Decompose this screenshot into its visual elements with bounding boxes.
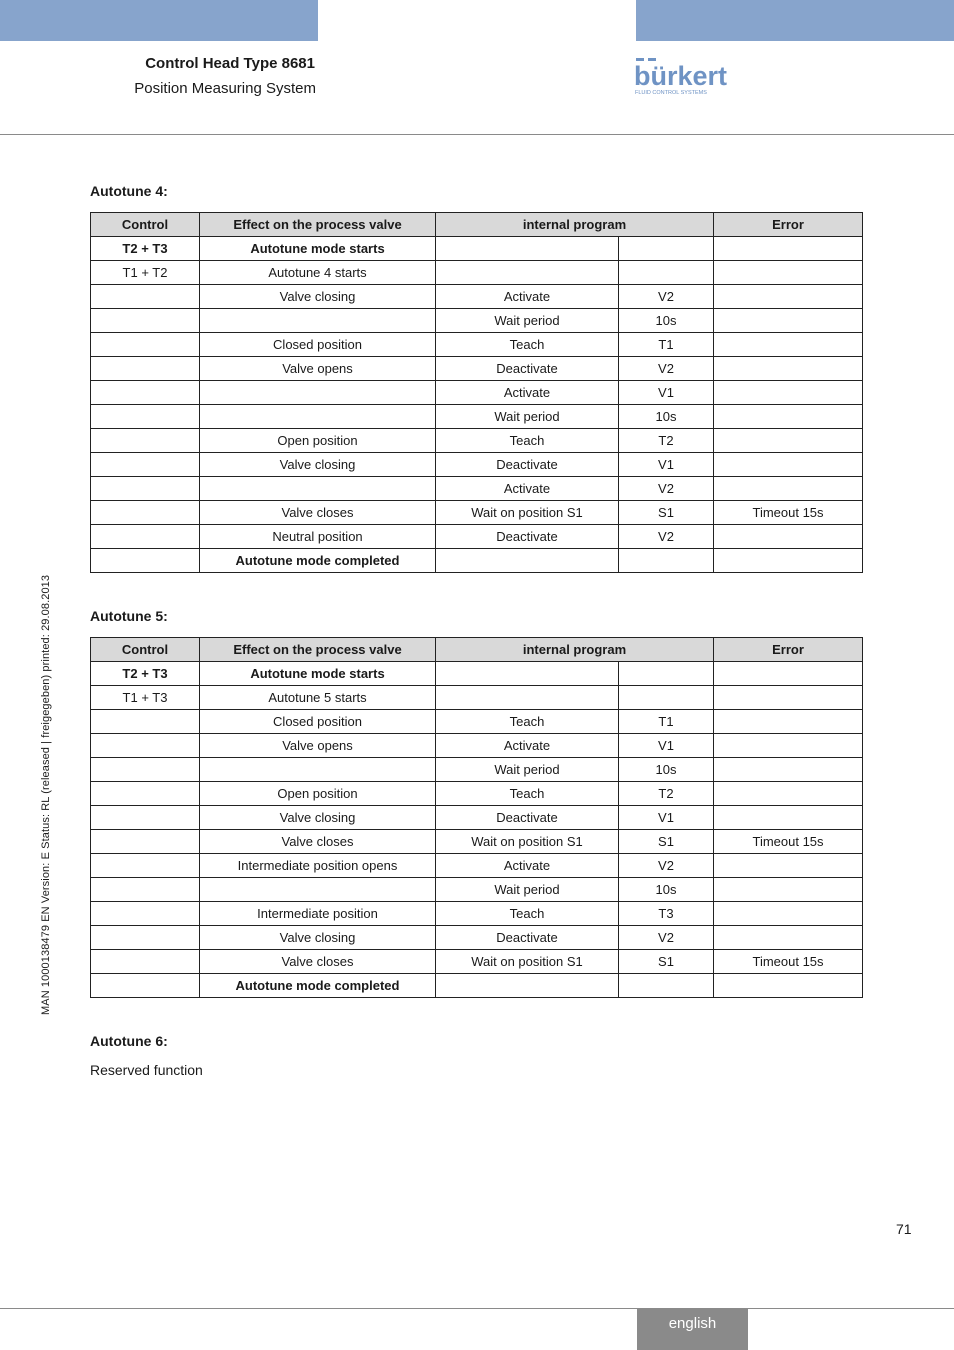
cell-error xyxy=(714,878,863,902)
cell-error xyxy=(714,285,863,309)
table-row xyxy=(91,902,863,926)
cell-control: T1 + T3 xyxy=(91,686,200,710)
cell-effect: Valve closing xyxy=(200,285,436,309)
cell-effect xyxy=(200,309,436,333)
cell-action: Activate xyxy=(436,734,619,758)
cell-error xyxy=(714,405,863,429)
cell-error xyxy=(714,686,863,710)
cell-effect: Autotune 4 starts xyxy=(200,261,436,285)
cell-code: S1 xyxy=(619,830,714,854)
cell-effect: Open position xyxy=(200,782,436,806)
table-row xyxy=(91,477,863,501)
table-row xyxy=(91,357,863,381)
cell-effect: Closed position xyxy=(200,333,436,357)
cell-action: Wait period xyxy=(436,878,619,902)
table-header-row xyxy=(91,638,863,662)
cell-action: Teach xyxy=(436,429,619,453)
cell-code: T2 xyxy=(619,782,714,806)
language-tab: english xyxy=(637,1309,748,1350)
cell-control xyxy=(91,854,200,878)
cell-action xyxy=(436,261,619,285)
table-row xyxy=(91,429,863,453)
cell-action: Deactivate xyxy=(436,453,619,477)
cell-action: Wait period xyxy=(436,309,619,333)
cell-action: Activate xyxy=(436,854,619,878)
cell-code: V1 xyxy=(619,453,714,477)
table-row xyxy=(91,309,863,333)
cell-action xyxy=(436,237,619,261)
column-header: Error xyxy=(714,638,863,662)
cell-control xyxy=(91,902,200,926)
cell-effect: Autotune mode completed xyxy=(200,549,436,573)
document-subtitle: Position Measuring System xyxy=(134,80,316,97)
cell-effect: Autotune mode completed xyxy=(200,974,436,998)
cell-error xyxy=(714,477,863,501)
table-row xyxy=(91,806,863,830)
column-header: internal program xyxy=(436,638,714,662)
table-row xyxy=(91,237,863,261)
cell-action xyxy=(436,549,619,573)
header-bar-left xyxy=(0,0,318,41)
cell-code xyxy=(619,686,714,710)
table-row xyxy=(91,662,863,686)
cell-code: V1 xyxy=(619,806,714,830)
table-row xyxy=(91,782,863,806)
column-header: Control xyxy=(91,638,200,662)
cell-control xyxy=(91,285,200,309)
cell-action: Teach xyxy=(436,902,619,926)
cell-effect xyxy=(200,878,436,902)
table-row xyxy=(91,758,863,782)
cell-control: T1 + T2 xyxy=(91,261,200,285)
cell-action: Wait on position S1 xyxy=(436,950,619,974)
table-row xyxy=(91,974,863,998)
cell-control xyxy=(91,549,200,573)
table-row xyxy=(91,926,863,950)
autotune5-title: Autotune 5: xyxy=(90,608,168,624)
cell-effect: Valve opens xyxy=(200,357,436,381)
cell-code xyxy=(619,974,714,998)
table-row xyxy=(91,878,863,902)
cell-error xyxy=(714,806,863,830)
cell-error xyxy=(714,525,863,549)
cell-effect: Valve opens xyxy=(200,734,436,758)
table-row xyxy=(91,405,863,429)
cell-effect: Valve closing xyxy=(200,806,436,830)
table-row xyxy=(91,950,863,974)
cell-error xyxy=(714,926,863,950)
table-row xyxy=(91,453,863,477)
cell-action: Deactivate xyxy=(436,926,619,950)
document-metadata-sidebar: MAN 1000138479 EN Version: E Status: RL (released | freigegeben) printed: 29.08.2013 xyxy=(40,574,52,1015)
table-row xyxy=(91,501,863,525)
cell-effect: Valve closes xyxy=(200,830,436,854)
table-header-row xyxy=(91,213,863,237)
cell-action: Wait on position S1 xyxy=(436,830,619,854)
cell-effect: Closed position xyxy=(200,710,436,734)
cell-action: Activate xyxy=(436,285,619,309)
header-divider xyxy=(0,134,954,135)
table-row xyxy=(91,333,863,357)
cell-control xyxy=(91,926,200,950)
cell-control xyxy=(91,878,200,902)
cell-code: T2 xyxy=(619,429,714,453)
autotune6-title: Autotune 6: xyxy=(90,1033,168,1049)
cell-effect xyxy=(200,381,436,405)
cell-control xyxy=(91,525,200,549)
cell-action: Deactivate xyxy=(436,806,619,830)
cell-code: V2 xyxy=(619,525,714,549)
cell-control xyxy=(91,734,200,758)
cell-action: Wait period xyxy=(436,405,619,429)
cell-error xyxy=(714,333,863,357)
cell-action: Wait on position S1 xyxy=(436,501,619,525)
cell-effect: Neutral position xyxy=(200,525,436,549)
cell-control xyxy=(91,782,200,806)
logo-wordmark: bürkert xyxy=(634,61,728,91)
column-header: Effect on the process valve xyxy=(200,213,436,237)
cell-action xyxy=(436,974,619,998)
cell-error xyxy=(714,429,863,453)
cell-control xyxy=(91,950,200,974)
cell-code: V1 xyxy=(619,734,714,758)
cell-error xyxy=(714,854,863,878)
column-header: internal program xyxy=(436,213,714,237)
cell-error xyxy=(714,381,863,405)
cell-control xyxy=(91,974,200,998)
cell-control xyxy=(91,429,200,453)
cell-error xyxy=(714,974,863,998)
cell-control xyxy=(91,477,200,501)
cell-code: V2 xyxy=(619,285,714,309)
cell-error xyxy=(714,357,863,381)
table-row xyxy=(91,854,863,878)
cell-code: 10s xyxy=(619,405,714,429)
cell-control: T2 + T3 xyxy=(91,237,200,261)
cell-control xyxy=(91,333,200,357)
cell-error xyxy=(714,237,863,261)
cell-action: Wait period xyxy=(436,758,619,782)
cell-effect: Autotune mode starts xyxy=(200,237,436,261)
cell-code: V2 xyxy=(619,926,714,950)
cell-effect: Valve closing xyxy=(200,926,436,950)
cell-effect xyxy=(200,405,436,429)
column-header: Control xyxy=(91,213,200,237)
cell-control xyxy=(91,758,200,782)
cell-control xyxy=(91,381,200,405)
cell-error: Timeout 15s xyxy=(714,501,863,525)
cell-control xyxy=(91,357,200,381)
table-row xyxy=(91,381,863,405)
cell-action: Teach xyxy=(436,782,619,806)
cell-code xyxy=(619,662,714,686)
cell-effect xyxy=(200,477,436,501)
cell-effect: Open position xyxy=(200,429,436,453)
cell-control xyxy=(91,830,200,854)
table-row xyxy=(91,686,863,710)
table-row xyxy=(91,261,863,285)
cell-action: Teach xyxy=(436,710,619,734)
table-row xyxy=(91,830,863,854)
cell-error xyxy=(714,902,863,926)
column-header: Effect on the process valve xyxy=(200,638,436,662)
table-row xyxy=(91,710,863,734)
column-header: Error xyxy=(714,213,863,237)
cell-code xyxy=(619,549,714,573)
cell-effect: Autotune 5 starts xyxy=(200,686,436,710)
cell-control xyxy=(91,806,200,830)
cell-action xyxy=(436,662,619,686)
autotune4-table xyxy=(90,212,863,573)
table-row xyxy=(91,734,863,758)
cell-code xyxy=(619,237,714,261)
cell-error xyxy=(714,453,863,477)
cell-action xyxy=(436,686,619,710)
cell-effect: Valve closes xyxy=(200,950,436,974)
cell-code xyxy=(619,261,714,285)
cell-control: T2 + T3 xyxy=(91,662,200,686)
cell-action: Teach xyxy=(436,333,619,357)
cell-effect xyxy=(200,758,436,782)
page-number: 71 xyxy=(896,1221,912,1237)
cell-error xyxy=(714,734,863,758)
cell-error xyxy=(714,309,863,333)
cell-action: Deactivate xyxy=(436,525,619,549)
cell-code: T3 xyxy=(619,902,714,926)
cell-code: S1 xyxy=(619,950,714,974)
autotune5-table xyxy=(90,637,863,998)
cell-effect: Valve closes xyxy=(200,501,436,525)
cell-code: T1 xyxy=(619,333,714,357)
cell-error xyxy=(714,710,863,734)
cell-action: Activate xyxy=(436,477,619,501)
cell-code: V2 xyxy=(619,477,714,501)
cell-code: S1 xyxy=(619,501,714,525)
cell-control xyxy=(91,710,200,734)
header-bar-right xyxy=(636,0,954,41)
cell-error: Timeout 15s xyxy=(714,830,863,854)
table-row xyxy=(91,525,863,549)
cell-error xyxy=(714,549,863,573)
cell-code: 10s xyxy=(619,309,714,333)
cell-error: Timeout 15s xyxy=(714,950,863,974)
cell-action: Activate xyxy=(436,381,619,405)
cell-control xyxy=(91,453,200,477)
cell-effect: Intermediate position xyxy=(200,902,436,926)
cell-code: T1 xyxy=(619,710,714,734)
table-row xyxy=(91,285,863,309)
cell-control xyxy=(91,405,200,429)
cell-action: Deactivate xyxy=(436,357,619,381)
cell-effect: Intermediate position opens xyxy=(200,854,436,878)
cell-error xyxy=(714,662,863,686)
cell-code: 10s xyxy=(619,758,714,782)
cell-code: 10s xyxy=(619,878,714,902)
logo-tagline: FLUID CONTROL SYSTEMS xyxy=(635,90,707,96)
cell-error xyxy=(714,758,863,782)
autotune6-text: Reserved function xyxy=(90,1062,203,1078)
cell-error xyxy=(714,261,863,285)
cell-control xyxy=(91,309,200,333)
cell-code: V1 xyxy=(619,381,714,405)
cell-control xyxy=(91,501,200,525)
cell-error xyxy=(714,782,863,806)
cell-code: V2 xyxy=(619,357,714,381)
cell-effect: Autotune mode starts xyxy=(200,662,436,686)
document-title: Control Head Type 8681 xyxy=(145,55,315,72)
burkert-logo xyxy=(634,58,734,98)
footer-divider xyxy=(0,1308,954,1309)
autotune4-title: Autotune 4: xyxy=(90,183,168,199)
cell-effect: Valve closing xyxy=(200,453,436,477)
table-row xyxy=(91,549,863,573)
cell-code: V2 xyxy=(619,854,714,878)
